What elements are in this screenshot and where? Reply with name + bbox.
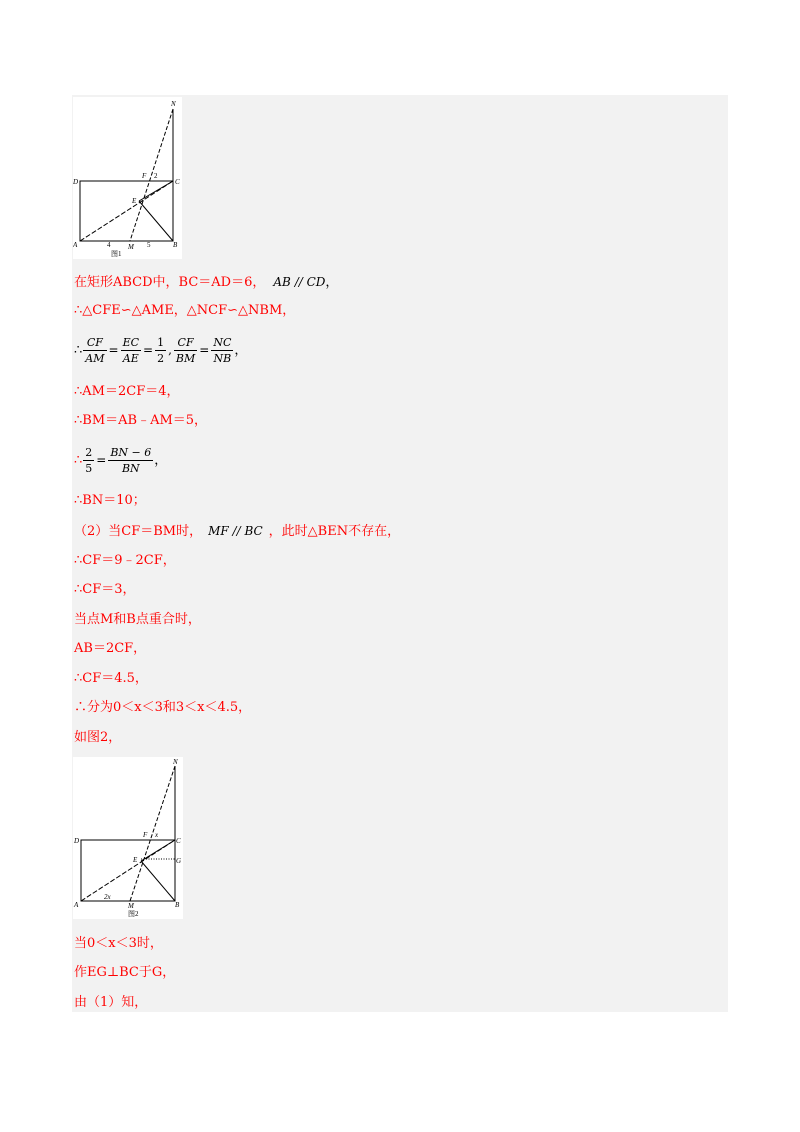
- fig2-label-n: N: [173, 758, 178, 766]
- text-line-10: ∴CF＝3，: [74, 582, 136, 597]
- fig1-caption: 图1: [111, 250, 122, 258]
- figure-1-diagram: [73, 97, 182, 259]
- fig2-label-m: M: [128, 902, 134, 910]
- text-line-13: ∴CF＝4.5，: [74, 671, 148, 686]
- fig1-label-c: C: [175, 178, 180, 186]
- fig1-label-fc: 2: [154, 172, 158, 180]
- line-6-lead: ∴: [74, 453, 83, 468]
- line-3-lead: ∴: [74, 343, 83, 358]
- text-line-5: ∴BM＝AB﹣AM＝5，: [74, 413, 208, 428]
- fraction-cf-bm: [174, 335, 197, 366]
- line-8-text: （2）当CF＝BM时，: [74, 524, 203, 539]
- frac-num: 1: [157, 336, 165, 349]
- text-line-3: [74, 333, 247, 368]
- fig1-label-a: A: [73, 241, 78, 249]
- text-line-18: 由（1）知，: [74, 995, 148, 1010]
- fig1-label-d: D: [73, 178, 79, 186]
- line-8-math: MF // BC: [208, 524, 263, 538]
- separator: ,: [168, 343, 172, 357]
- text-line-14: ∴分为0＜x＜3和3＜x＜4.5，: [74, 700, 252, 715]
- equals-sign: =: [143, 343, 154, 357]
- fig1-label-e: E: [132, 197, 137, 205]
- frac-num: CF: [83, 335, 106, 351]
- line-1-text: 在矩形ABCD中，BC＝AD＝6，: [74, 275, 266, 290]
- fig1-label-b: B: [173, 241, 178, 249]
- fig2-label-d: D: [74, 837, 80, 845]
- fig2-label-e: E: [133, 856, 138, 864]
- figure-1: [73, 97, 182, 259]
- fraction-ec-ae: [121, 335, 141, 366]
- frac-den: AE: [122, 352, 139, 365]
- text-line-17: 作EG⊥BC于G，: [74, 965, 176, 980]
- equals-sign: =: [96, 453, 107, 467]
- line-3-tail: ，: [234, 343, 248, 358]
- equals-sign: =: [108, 343, 119, 357]
- frac-num: CF: [174, 335, 197, 351]
- frac-num: NC: [213, 336, 232, 349]
- figure-2: [73, 757, 183, 919]
- text-line-7: ∴BN＝10；: [74, 493, 146, 508]
- line-8-tail: ，此时△BEN不存在，: [268, 524, 401, 539]
- frac-den: BN: [121, 462, 140, 475]
- text-line-4: ∴AM＝2CF＝4，: [74, 384, 180, 399]
- fig2-label-a: A: [74, 901, 79, 909]
- equals-sign: =: [199, 343, 210, 357]
- text-line-15: 如图2，: [74, 730, 122, 745]
- frac-den: BM: [175, 352, 196, 365]
- line-6-tail: ，: [154, 453, 168, 468]
- frac-num: EC: [122, 336, 140, 349]
- fig1-label-am: 4: [107, 241, 111, 249]
- fraction-bn: [108, 445, 153, 476]
- frac-den: 5: [85, 462, 93, 475]
- fig2-label-fc: x: [155, 831, 159, 839]
- fig1-label-n: N: [171, 100, 176, 108]
- frac-den: NB: [213, 352, 232, 365]
- frac-num: 2: [85, 446, 93, 459]
- fraction-two-fifths: [83, 445, 94, 476]
- text-line-8: [74, 521, 400, 542]
- fig2-label-am: 2x: [104, 893, 111, 901]
- frac-den: 2: [157, 352, 165, 365]
- line-1-math: AB // CD: [273, 275, 326, 289]
- text-line-2: ∴△CFE∽△AME，△NCF∽△NBM，: [74, 303, 296, 318]
- fraction-one-half: [155, 335, 166, 366]
- fig2-label-c: C: [176, 837, 181, 845]
- frac-num: BN − 6: [110, 446, 152, 459]
- fig2-caption: 图2: [128, 910, 139, 918]
- fraction-nc-nb: [211, 335, 233, 366]
- fig1-label-m: M: [128, 243, 134, 251]
- text-line-11: 当点M和B点重合时，: [74, 612, 201, 627]
- text-line-6: [74, 443, 167, 478]
- figure-2-diagram: [73, 757, 183, 919]
- line-1-tail: ，: [325, 275, 339, 290]
- text-line-1: [74, 272, 338, 293]
- frac-den: AM: [85, 352, 105, 365]
- text-line-12: AB＝2CF，: [74, 641, 147, 656]
- fraction-cf-am: [83, 335, 106, 366]
- text-line-9: ∴CF＝9﹣2CF，: [74, 553, 176, 568]
- fig2-label-b: B: [175, 901, 180, 909]
- fig2-label-f: F: [143, 831, 148, 839]
- fig1-label-mb: 5: [147, 241, 151, 249]
- text-line-16: 当0＜x＜3时，: [74, 936, 163, 951]
- fig1-label-f: F: [142, 172, 147, 180]
- fig2-label-g: G: [176, 857, 182, 865]
